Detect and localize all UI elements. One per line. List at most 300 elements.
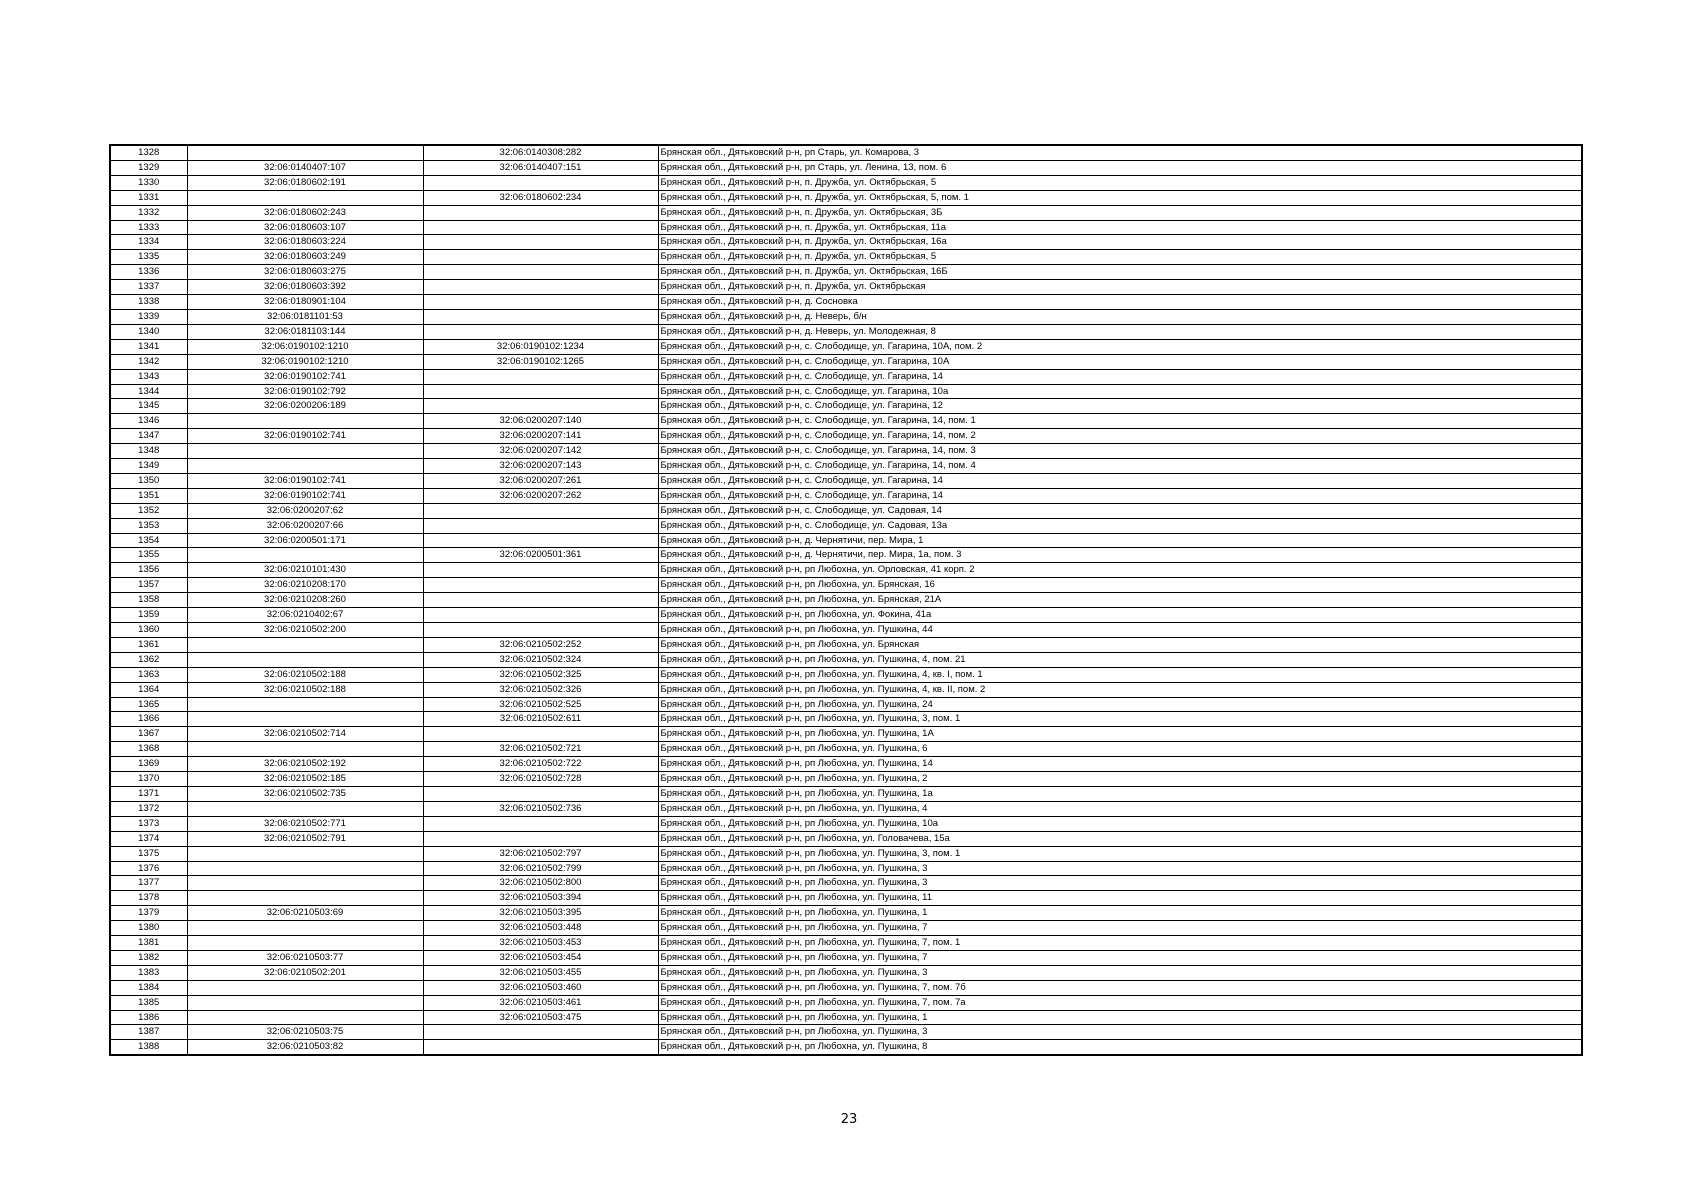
row-number-cell: 1357 [110,578,187,593]
cadastral-number-cell: 32:06:0190102:741 [187,473,423,488]
table-row [110,295,1582,310]
table-row [110,697,1582,712]
row-number-cell: 1373 [110,816,187,831]
table-row [110,369,1582,384]
table-row [110,444,1582,459]
row-number-cell: 1383 [110,965,187,980]
row-number-cell: 1376 [110,861,187,876]
cadastral-number-cell: 32:06:0190102:792 [187,384,423,399]
table-row [110,145,1582,160]
address-cell: Брянская обл., Дятьковский р-н, с. Слободище, ул. Садовая, 14 [658,503,1582,518]
row-number-cell: 1329 [110,160,187,175]
address-cell: Брянская обл., Дятьковский р-н, рп Любохна, ул. Головачева, 15а [658,831,1582,846]
row-number-cell: 1385 [110,995,187,1010]
cadastral-number-cell: 32:06:0140407:107 [187,160,423,175]
address-cell: Брянская обл., Дятьковский р-н, рп Любохна, ул. Пушкина, 3 [658,861,1582,876]
cadastral-number-cell: 32:06:0210502:714 [187,727,423,742]
address-cell: Брянская обл., Дятьковский р-н, рп Любохна, ул. Пушкина, 7, пом. 7а [658,995,1582,1010]
address-cell: Брянская обл., Дятьковский р-н, п. Дружба, ул. Октябрьская, 3Б [658,205,1582,220]
cadastral-number-cell [187,980,423,995]
address-cell: Брянская обл., Дятьковский р-н, с. Слободище, ул. Гагарина, 10А, пом. 2 [658,339,1582,354]
table-row [110,995,1582,1010]
row-number-cell: 1377 [110,876,187,891]
address-cell: Брянская обл., Дятьковский р-н, п. Дружба, ул. Октябрьская [658,280,1582,295]
cadastral-number-cell: 32:06:0180603:107 [187,220,423,235]
object-cadastral-number-cell [423,593,658,608]
table-row [110,190,1582,205]
table-row [110,339,1582,354]
object-cadastral-number-cell [423,578,658,593]
address-cell: Брянская обл., Дятьковский р-н, рп Любохна, ул. Пушкина, 4, кв. II, пом. 2 [658,682,1582,697]
row-number-cell: 1364 [110,682,187,697]
object-cadastral-number-cell: 32:06:0140407:151 [423,160,658,175]
cadastral-number-cell [187,861,423,876]
cadastral-number-cell [187,936,423,951]
address-cell: Брянская обл., Дятьковский р-н, с. Слободище, ул. Гагарина, 10а [658,384,1582,399]
object-cadastral-number-cell: 32:06:0200501:361 [423,548,658,563]
cadastral-number-cell [187,1010,423,1025]
cadastral-number-cell: 32:06:0210502:200 [187,623,423,638]
table-row [110,742,1582,757]
table-row [110,816,1582,831]
cadastral-number-cell: 32:06:0210502:192 [187,757,423,772]
property-table-body [110,145,1582,1055]
cadastral-number-cell: 32:06:0190102:741 [187,369,423,384]
table-row [110,727,1582,742]
cadastral-number-cell [187,921,423,936]
row-number-cell: 1342 [110,354,187,369]
object-cadastral-number-cell: 32:06:0210502:728 [423,772,658,787]
table-row [110,965,1582,980]
table-row [110,578,1582,593]
object-cadastral-number-cell: 32:06:0200207:140 [423,414,658,429]
table-row [110,682,1582,697]
cadastral-number-cell [187,876,423,891]
object-cadastral-number-cell: 32:06:0200207:143 [423,459,658,474]
row-number-cell: 1359 [110,608,187,623]
object-cadastral-number-cell: 32:06:0210502:326 [423,682,658,697]
object-cadastral-number-cell [423,786,658,801]
cadastral-number-cell: 32:06:0210208:170 [187,578,423,593]
row-number-cell: 1380 [110,921,187,936]
object-cadastral-number-cell: 32:06:0200207:142 [423,444,658,459]
row-number-cell: 1337 [110,280,187,295]
cadastral-number-cell: 32:06:0210502:185 [187,772,423,787]
table-row [110,533,1582,548]
address-cell: Брянская обл., Дятьковский р-н, с. Слободище, ул. Гагарина, 14, пом. 3 [658,444,1582,459]
cadastral-number-cell: 32:06:0210503:82 [187,1040,423,1055]
object-cadastral-number-cell: 32:06:0210503:448 [423,921,658,936]
row-number-cell: 1378 [110,891,187,906]
object-cadastral-number-cell: 32:06:0210502:525 [423,697,658,712]
row-number-cell: 1365 [110,697,187,712]
address-cell: Брянская обл., Дятьковский р-н, п. Дружба, ул. Октябрьская, 5, пом. 1 [658,190,1582,205]
object-cadastral-number-cell: 32:06:0210502:800 [423,876,658,891]
table-row [110,280,1582,295]
address-cell: Брянская обл., Дятьковский р-н, рп Любохна, ул. Пушкина, 3 [658,965,1582,980]
table-row [110,459,1582,474]
object-cadastral-number-cell: 32:06:0210503:454 [423,950,658,965]
table-row [110,235,1582,250]
object-cadastral-number-cell: 32:06:0210503:394 [423,891,658,906]
table-row [110,801,1582,816]
object-cadastral-number-cell [423,295,658,310]
address-cell: Брянская обл., Дятьковский р-н, рп Любохна, ул. Пушкина, 7, пом. 7б [658,980,1582,995]
cadastral-number-cell [187,742,423,757]
row-number-cell: 1348 [110,444,187,459]
row-number-cell: 1363 [110,667,187,682]
row-number-cell: 1370 [110,772,187,787]
row-number-cell: 1330 [110,175,187,190]
object-cadastral-number-cell: 32:06:0210503:395 [423,906,658,921]
row-number-cell: 1328 [110,145,187,160]
address-cell: Брянская обл., Дятьковский р-н, рп Любохна, ул. Пушкина, 1А [658,727,1582,742]
object-cadastral-number-cell [423,563,658,578]
table-row [110,205,1582,220]
row-number-cell: 1367 [110,727,187,742]
table-row [110,250,1582,265]
row-number-cell: 1341 [110,339,187,354]
row-number-cell: 1358 [110,593,187,608]
address-cell: Брянская обл., Дятьковский р-н, рп Любохна, ул. Пушкина, 4, пом. 21 [658,652,1582,667]
row-number-cell: 1346 [110,414,187,429]
table-row [110,593,1582,608]
table-row [110,1025,1582,1040]
row-number-cell: 1352 [110,503,187,518]
cadastral-number-cell [187,190,423,205]
object-cadastral-number-cell: 32:06:0200207:141 [423,429,658,444]
cadastral-number-cell [187,846,423,861]
row-number-cell: 1345 [110,399,187,414]
cadastral-number-cell: 32:06:0200501:171 [187,533,423,548]
address-cell: Брянская обл., Дятьковский р-н, рп Любохна, ул. Орловская, 41 корп. 2 [658,563,1582,578]
table-row [110,772,1582,787]
object-cadastral-number-cell: 32:06:0140308:282 [423,145,658,160]
row-number-cell: 1340 [110,324,187,339]
object-cadastral-number-cell [423,250,658,265]
object-cadastral-number-cell [423,384,658,399]
address-cell: Брянская обл., Дятьковский р-н, рп Любохна, ул. Фокина, 41а [658,608,1582,623]
address-cell: Брянская обл., Дятьковский р-н, рп Любохна, ул. Пушкина, 7 [658,950,1582,965]
row-number-cell: 1344 [110,384,187,399]
address-cell: Брянская обл., Дятьковский р-н, д. Неверь, ул. Молодежная, 8 [658,324,1582,339]
address-cell: Брянская обл., Дятьковский р-н, рп Любохна, ул. Пушкина, 7 [658,921,1582,936]
row-number-cell: 1371 [110,786,187,801]
cadastral-number-cell: 32:06:0210503:77 [187,950,423,965]
object-cadastral-number-cell: 32:06:0200207:261 [423,473,658,488]
cadastral-number-cell: 32:06:0210502:791 [187,831,423,846]
object-cadastral-number-cell: 32:06:0210503:461 [423,995,658,1010]
address-cell: Брянская обл., Дятьковский р-н, рп Любохна, ул. Пушкина, 3 [658,876,1582,891]
table-row [110,861,1582,876]
page-number: 23 [840,1112,858,1127]
object-cadastral-number-cell: 32:06:0180602:234 [423,190,658,205]
object-cadastral-number-cell: 32:06:0210503:460 [423,980,658,995]
cadastral-number-cell: 32:06:0210502:771 [187,816,423,831]
address-cell: Брянская обл., Дятьковский р-н, с. Слободище, ул. Садовая, 13а [658,518,1582,533]
address-cell: Брянская обл., Дятьковский р-н, рп Любохна, ул. Пушкина, 4 [658,801,1582,816]
row-number-cell: 1368 [110,742,187,757]
cadastral-number-cell: 32:06:0190102:1210 [187,354,423,369]
object-cadastral-number-cell [423,399,658,414]
table-row [110,324,1582,339]
address-cell: Брянская обл., Дятьковский р-н, рп Любохна, ул. Пушкина, 2 [658,772,1582,787]
address-cell: Брянская обл., Дятьковский р-н, с. Слободище, ул. Гагарина, 10А [658,354,1582,369]
address-cell: Брянская обл., Дятьковский р-н, д. Чернятичи, пер. Мира, 1а, пом. 3 [658,548,1582,563]
cadastral-number-cell: 32:06:0210502:188 [187,682,423,697]
cadastral-number-cell [187,637,423,652]
object-cadastral-number-cell: 32:06:0190102:1234 [423,339,658,354]
address-cell: Брянская обл., Дятьковский р-н, рп Любохна, ул. Пушкина, 10а [658,816,1582,831]
cadastral-number-cell: 32:06:0210503:69 [187,906,423,921]
row-number-cell: 1379 [110,906,187,921]
address-cell: Брянская обл., Дятьковский р-н, рп Любохна, ул. Пушкина, 11 [658,891,1582,906]
cadastral-number-cell: 32:06:0210502:201 [187,965,423,980]
row-number-cell: 1354 [110,533,187,548]
address-cell: Брянская обл., Дятьковский р-н, рп Любохна, ул. Брянская [658,637,1582,652]
table-row [110,876,1582,891]
cadastral-number-cell: 32:06:0210502:735 [187,786,423,801]
table-row [110,399,1582,414]
row-number-cell: 1335 [110,250,187,265]
object-cadastral-number-cell [423,235,658,250]
row-number-cell: 1347 [110,429,187,444]
table-row [110,473,1582,488]
object-cadastral-number-cell [423,369,658,384]
address-cell: Брянская обл., Дятьковский р-н, с. Слободище, ул. Гагарина, 14, пом. 1 [658,414,1582,429]
row-number-cell: 1355 [110,548,187,563]
object-cadastral-number-cell [423,1040,658,1055]
address-cell: Брянская обл., Дятьковский р-н, рп Любохна, ул. Брянская, 16 [658,578,1582,593]
table-row [110,414,1582,429]
cadastral-number-cell: 32:06:0190102:741 [187,488,423,503]
cadastral-number-cell [187,891,423,906]
table-row [110,429,1582,444]
object-cadastral-number-cell [423,608,658,623]
address-cell: Брянская обл., Дятьковский р-н, п. Дружба, ул. Октябрьская, 16а [658,235,1582,250]
row-number-cell: 1351 [110,488,187,503]
object-cadastral-number-cell: 32:06:0210503:475 [423,1010,658,1025]
object-cadastral-number-cell [423,220,658,235]
row-number-cell: 1382 [110,950,187,965]
row-number-cell: 1333 [110,220,187,235]
table-row [110,623,1582,638]
address-cell: Брянская обл., Дятьковский р-н, с. Слободище, ул. Гагарина, 14 [658,488,1582,503]
address-cell: Брянская обл., Дятьковский р-н, рп Любохна, ул. Брянская, 21А [658,593,1582,608]
object-cadastral-number-cell: 32:06:0210502:611 [423,712,658,727]
object-cadastral-number-cell [423,265,658,280]
cadastral-number-cell: 32:06:0190102:1210 [187,339,423,354]
table-row [110,757,1582,772]
object-cadastral-number-cell: 32:06:0210503:453 [423,936,658,951]
address-cell: Брянская обл., Дятьковский р-н, с. Слободище, ул. Гагарина, 14 [658,473,1582,488]
table-row [110,1040,1582,1055]
table-row [110,906,1582,921]
row-number-cell: 1369 [110,757,187,772]
cadastral-number-cell [187,995,423,1010]
row-number-cell: 1381 [110,936,187,951]
object-cadastral-number-cell [423,533,658,548]
cadastral-number-cell: 32:06:0200207:66 [187,518,423,533]
row-number-cell: 1372 [110,801,187,816]
table-row [110,712,1582,727]
address-cell: Брянская обл., Дятьковский р-н, п. Дружба, ул. Октябрьская, 5 [658,250,1582,265]
object-cadastral-number-cell: 32:06:0210502:721 [423,742,658,757]
row-number-cell: 1353 [110,518,187,533]
cadastral-number-cell: 32:06:0180603:392 [187,280,423,295]
cadastral-number-cell [187,548,423,563]
table-row [110,936,1582,951]
address-cell: Брянская обл., Дятьковский р-н, рп Любохна, ул. Пушкина, 24 [658,697,1582,712]
object-cadastral-number-cell: 32:06:0210502:736 [423,801,658,816]
row-number-cell: 1356 [110,563,187,578]
cadastral-number-cell [187,652,423,667]
address-cell: Брянская обл., Дятьковский р-н, д. Чернятичи, пер. Мира, 1 [658,533,1582,548]
address-cell: Брянская обл., Дятьковский р-н, с. Слободище, ул. Гагарина, 14 [658,369,1582,384]
address-cell: Брянская обл., Дятьковский р-н, рп Любохна, ул. Пушкина, 1 [658,906,1582,921]
row-number-cell: 1338 [110,295,187,310]
table-row [110,175,1582,190]
object-cadastral-number-cell: 32:06:0200207:262 [423,488,658,503]
row-number-cell: 1360 [110,623,187,638]
cadastral-number-cell: 32:06:0180602:191 [187,175,423,190]
address-cell: Брянская обл., Дятьковский р-н, рп Любохна, ул. Пушкина, 8 [658,1040,1582,1055]
row-number-cell: 1375 [110,846,187,861]
cadastral-number-cell: 32:06:0210101:430 [187,563,423,578]
row-number-cell: 1386 [110,1010,187,1025]
address-cell: Брянская обл., Дятьковский р-н, рп Любохна, ул. Пушкина, 6 [658,742,1582,757]
object-cadastral-number-cell: 32:06:0210502:722 [423,757,658,772]
object-cadastral-number-cell [423,623,658,638]
address-cell: Брянская обл., Дятьковский р-н, рп Любохна, ул. Пушкина, 3 [658,1025,1582,1040]
object-cadastral-number-cell [423,727,658,742]
table-row [110,488,1582,503]
table-row [110,265,1582,280]
table-row [110,309,1582,324]
address-cell: Брянская обл., Дятьковский р-н, с. Слободище, ул. Гагарина, 14, пом. 2 [658,429,1582,444]
address-cell: Брянская обл., Дятьковский р-н, рп Любохна, ул. Пушкина, 7, пом. 1 [658,936,1582,951]
row-number-cell: 1339 [110,309,187,324]
address-cell: Брянская обл., Дятьковский р-н, п. Дружба, ул. Октябрьская, 5 [658,175,1582,190]
table-row [110,786,1582,801]
object-cadastral-number-cell: 32:06:0210502:799 [423,861,658,876]
cadastral-number-cell: 32:06:0200207:62 [187,503,423,518]
address-cell: Брянская обл., Дятьковский р-н, д. Неверь, б/н [658,309,1582,324]
table-row [110,220,1582,235]
table-row [110,846,1582,861]
row-number-cell: 1336 [110,265,187,280]
object-cadastral-number-cell [423,175,658,190]
cadastral-number-cell: 32:06:0180603:249 [187,250,423,265]
cadastral-number-cell: 32:06:0210402:67 [187,608,423,623]
cadastral-number-cell [187,697,423,712]
object-cadastral-number-cell [423,503,658,518]
object-cadastral-number-cell [423,324,658,339]
address-cell: Брянская обл., Дятьковский р-н, с. Слободище, ул. Гагарина, 12 [658,399,1582,414]
object-cadastral-number-cell [423,831,658,846]
object-cadastral-number-cell: 32:06:0210502:252 [423,637,658,652]
object-cadastral-number-cell: 32:06:0190102:1265 [423,354,658,369]
cadastral-number-cell [187,459,423,474]
address-cell: Брянская обл., Дятьковский р-н, рп Старь, ул. Комарова, 3 [658,145,1582,160]
object-cadastral-number-cell [423,518,658,533]
row-number-cell: 1388 [110,1040,187,1055]
table-row [110,980,1582,995]
cadastral-number-cell: 32:06:0200206:189 [187,399,423,414]
address-cell: Брянская обл., Дятьковский р-н, рп Любохна, ул. Пушкина, 4, кв. I, пом. 1 [658,667,1582,682]
address-cell: Брянская обл., Дятьковский р-н, рп Любохна, ул. Пушкина, 1а [658,786,1582,801]
address-cell: Брянская обл., Дятьковский р-н, рп Любохна, ул. Пушкина, 44 [658,623,1582,638]
row-number-cell: 1332 [110,205,187,220]
row-number-cell: 1384 [110,980,187,995]
cadastral-number-cell: 32:06:0190102:741 [187,429,423,444]
cadastral-number-cell: 32:06:0180603:275 [187,265,423,280]
row-number-cell: 1362 [110,652,187,667]
table-row [110,667,1582,682]
object-cadastral-number-cell [423,1025,658,1040]
table-row [110,354,1582,369]
cadastral-number-cell [187,145,423,160]
table-row [110,160,1582,175]
table-row [110,384,1582,399]
table-row [110,503,1582,518]
table-row [110,563,1582,578]
cadastral-number-cell [187,444,423,459]
table-row [110,1010,1582,1025]
cadastral-number-cell [187,414,423,429]
cadastral-number-cell [187,712,423,727]
object-cadastral-number-cell: 32:06:0210502:325 [423,667,658,682]
cadastral-number-cell: 32:06:0210503:75 [187,1025,423,1040]
table-row [110,950,1582,965]
row-number-cell: 1361 [110,637,187,652]
cadastral-number-cell: 32:06:0180603:224 [187,235,423,250]
table-row [110,608,1582,623]
object-cadastral-number-cell [423,816,658,831]
table-row [110,637,1582,652]
row-number-cell: 1343 [110,369,187,384]
row-number-cell: 1374 [110,831,187,846]
address-cell: Брянская обл., Дятьковский р-н, рп Старь, ул. Ленина, 13, пом. 6 [658,160,1582,175]
table-row [110,518,1582,533]
address-cell: Брянская обл., Дятьковский р-н, рп Любохна, ул. Пушкина, 3, пом. 1 [658,712,1582,727]
row-number-cell: 1334 [110,235,187,250]
cadastral-number-cell: 32:06:0181101:53 [187,309,423,324]
address-cell: Брянская обл., Дятьковский р-н, рп Любохна, ул. Пушкина, 14 [658,757,1582,772]
address-cell: Брянская обл., Дятьковский р-н, рп Любохна, ул. Пушкина, 3, пом. 1 [658,846,1582,861]
cadastral-number-cell: 32:06:0210208:260 [187,593,423,608]
table-row [110,548,1582,563]
cadastral-number-cell [187,801,423,816]
cadastral-number-cell: 32:06:0181103:144 [187,324,423,339]
object-cadastral-number-cell [423,280,658,295]
table-row [110,921,1582,936]
row-number-cell: 1366 [110,712,187,727]
table-row [110,831,1582,846]
cadastral-number-cell: 32:06:0210502:188 [187,667,423,682]
table-row [110,891,1582,906]
property-table [109,144,1583,1056]
object-cadastral-number-cell [423,309,658,324]
cadastral-number-cell: 32:06:0180602:243 [187,205,423,220]
object-cadastral-number-cell [423,205,658,220]
address-cell: Брянская обл., Дятьковский р-н, п. Дружба, ул. Октябрьская, 11а [658,220,1582,235]
address-cell: Брянская обл., Дятьковский р-н, с. Слободище, ул. Гагарина, 14, пом. 4 [658,459,1582,474]
address-cell: Брянская обл., Дятьковский р-н, рп Любохна, ул. Пушкина, 1 [658,1010,1582,1025]
row-number-cell: 1331 [110,190,187,205]
object-cadastral-number-cell: 32:06:0210502:324 [423,652,658,667]
table-row [110,652,1582,667]
